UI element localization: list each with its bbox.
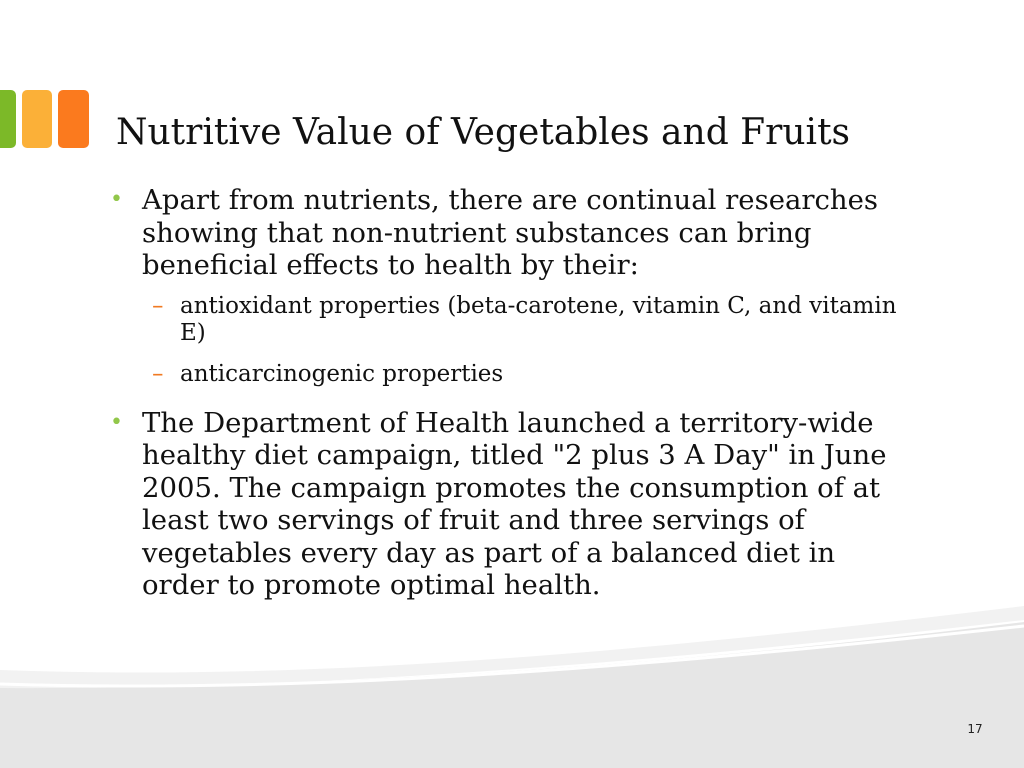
dash-marker: –	[152, 292, 164, 319]
bullet-item-1	[110, 184, 910, 282]
decorative-green-block	[0, 90, 16, 148]
footer-wave-decoration	[0, 590, 1024, 768]
bullet-item-2	[110, 407, 910, 602]
slide-content	[110, 184, 910, 602]
decorative-orange-block	[58, 90, 89, 148]
bullet-marker: •	[110, 409, 123, 435]
bullet-text: The Department of Health launched a territory-wide healthy diet campaign, titled "2 plus 3 A Day" in June 2005. The campaign promotes the consumption of at least two servings of fruit and three servings of vegetables every day as part of a balanced diet in order to promote optimal health.	[142, 406, 887, 601]
slide-title: Nutritive Value of Vegetables and Fruits	[116, 112, 851, 153]
sub-item-antioxidant	[110, 293, 910, 347]
dash-marker: –	[152, 360, 164, 387]
sub-item-text: anticarcinogenic properties	[180, 360, 504, 387]
sub-item-text: antioxidant properties (beta-carotene, vitamin C, and vitamin E)	[180, 292, 897, 346]
sub-item-anticarcinogenic	[110, 361, 910, 388]
footer-gray-band	[0, 622, 1024, 768]
decorative-yellow-block	[22, 90, 52, 148]
bullet-text: Apart from nutrients, there are continual researches showing that non-nutrient substances can bring beneficial effects to health by their:	[142, 184, 879, 281]
bullet-marker: •	[110, 187, 123, 212]
page-number: 17	[967, 722, 983, 736]
